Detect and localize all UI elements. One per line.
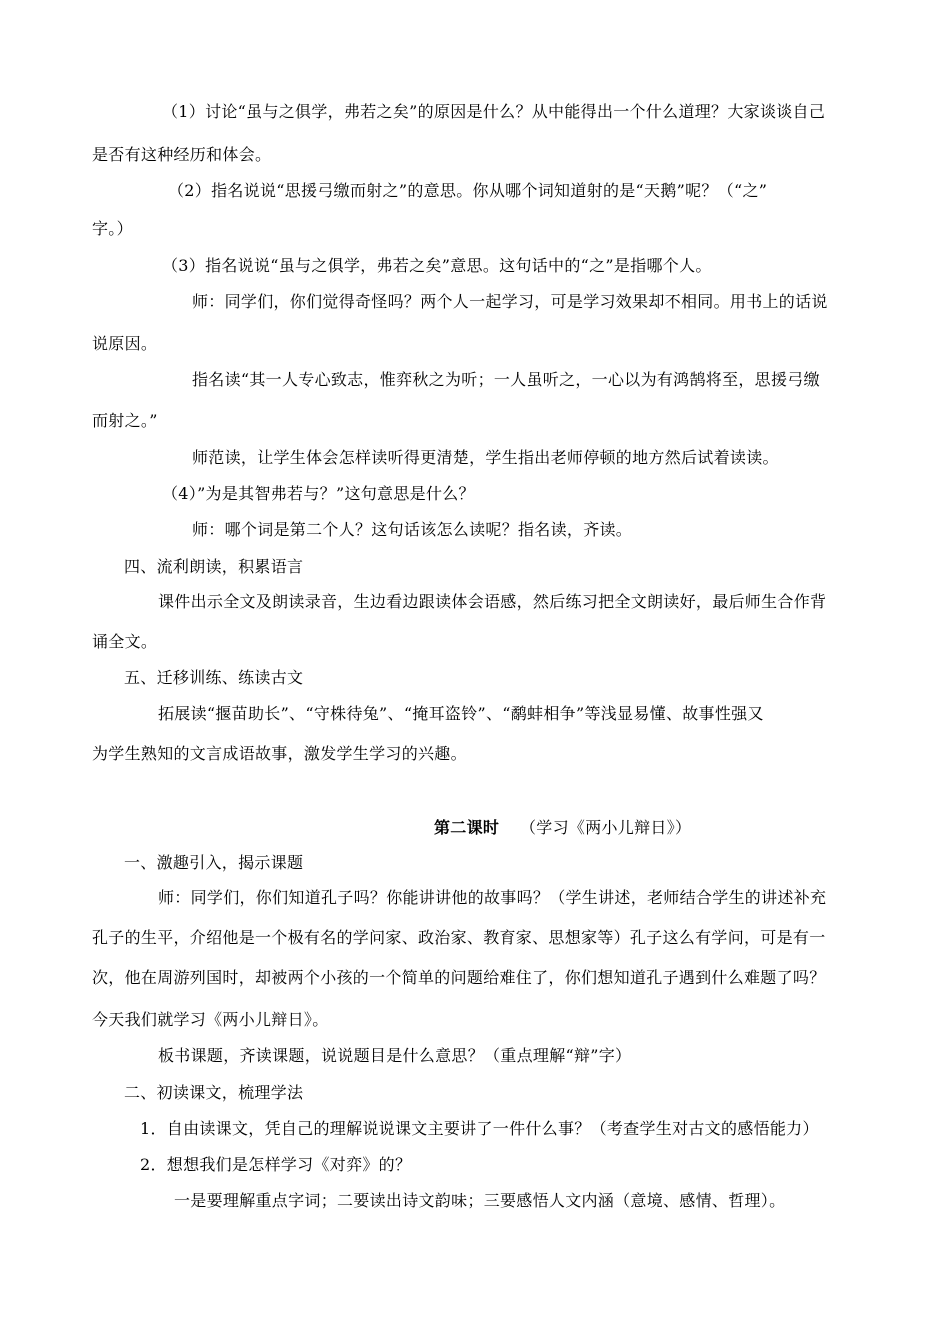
- section-subtitle: （学习《两小儿辩日》）: [520, 818, 692, 837]
- list-item: 2．想想我们是怎样学习《对弈》的？: [140, 1155, 412, 1174]
- text-line: 一是要理解重点字词；二要读出诗文韵味；三要感悟人文内涵（意境、感情、哲理）。: [174, 1191, 786, 1210]
- text-line: 拓展读“揠苗助长”、“守株待兔”、“掩耳盗铃”、“鹬蚌相争”等浅显易懂、故事性强又: [158, 704, 764, 723]
- text-line: 师：同学们，你们觉得奇怪吗？两个人一起学习，可是学习效果却不相同。用书上的话说: [192, 292, 828, 311]
- text-line: 课件出示全文及朗读录音，生边看边跟读体会语感，然后练习把全文朗读好，最后师生合作背: [158, 592, 827, 611]
- text-line: 孔子的生平，介绍他是一个极有名的学问家、政治家、教育家、思想家等）孔子这么有学问，可是有一: [92, 928, 826, 947]
- text-line: 而射之。”: [92, 411, 158, 430]
- heading-1: 一、激趣引入，揭示课题: [124, 853, 304, 872]
- heading-2: 二、初读课文，梳理学法: [124, 1083, 304, 1102]
- text-line: 板书课题，齐读课题，说说题目是什么意思？（重点理解“辩”字）: [158, 1046, 632, 1065]
- text-line: 说原因。: [92, 334, 158, 353]
- text-line: 师：同学们，你们知道孔子吗？你能讲讲他的故事吗？（学生讲述，老师结合学生的讲述补充: [158, 888, 827, 907]
- text-line: 师范读，让学生体会怎样读听得更清楚，学生指出老师停顿的地方然后试着读读。: [192, 448, 779, 467]
- text-line: 为学生熟知的文言成语故事，激发学生学习的兴趣。: [92, 744, 467, 763]
- text-line: 师：哪个词是第二个人？这句话该怎么读呢？指名读，齐读。: [192, 520, 633, 539]
- text-line: （3）指名说说“虽与之俱学，弗若之矣”意思。这句话中的“之”是指哪个人。: [162, 256, 712, 275]
- heading-4: 四、流利朗读，积累语言: [124, 557, 304, 576]
- text-line: （1）讨论“虽与之俱学，弗若之矣”的原因是什么？从中能得出一个什么道理？大家谈谈自己: [162, 102, 826, 121]
- text-line: 指名读“其一人专心致志，惟弈秋之为听；一人虽听之，一心以为有鸿鹄将至，思援弓缴: [192, 370, 820, 389]
- text-line: 是否有这种经历和体会。: [92, 145, 272, 164]
- text-line: （2）指名说说“思援弓缴而射之”的意思。你从哪个词知道射的是“天鹅”呢？（“之”: [168, 181, 768, 200]
- text-line: 字。）: [92, 219, 133, 238]
- text-line: 今天我们就学习《两小儿辩日》。: [92, 1010, 329, 1029]
- text-line: 次，他在周游列国时，却被两个小孩的一个简单的问题给难住了，你们想知道孔子遇到什么难题了吗？: [92, 968, 826, 987]
- list-item: 1．自由读课文，凭自己的理解说说课文主要讲了一件什么事？（考查学生对古文的感悟能力）: [140, 1119, 819, 1138]
- heading-5: 五、迁移训练、练读古文: [124, 668, 304, 687]
- section-title: 第二课时: [434, 818, 500, 837]
- text-line: 诵全文。: [92, 632, 158, 651]
- text-line: （4）”为是其智弗若与？”这句意思是什么？: [162, 484, 475, 503]
